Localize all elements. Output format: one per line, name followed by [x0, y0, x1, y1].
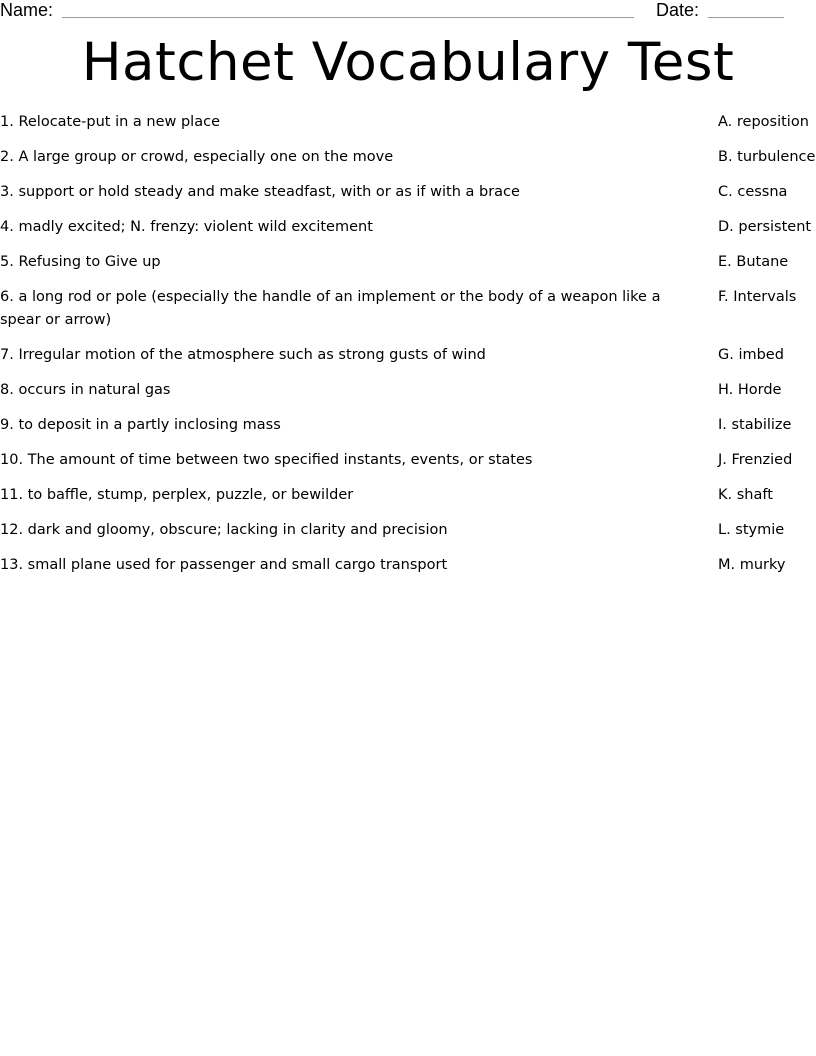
answer-choice: A. reposition: [718, 114, 809, 130]
definition-text: 11. to baffle, stump, perplex, puzzle, or bewilder: [0, 487, 354, 503]
answer-choice: J. Frenzied: [718, 452, 793, 468]
answer-choice: E. Butane: [718, 254, 789, 270]
question-row: [0, 251, 816, 274]
definition-text: 6. a long rod or pole (especially the handle of an implement or the body of a weapon like a spear or arrow): [0, 289, 661, 328]
answer-choice: D. persistent: [718, 219, 812, 235]
answer-choice: G. imbed: [718, 347, 784, 363]
definition-text: 12. dark and gloomy, obscure; lacking in clarity and precision: [0, 522, 448, 538]
question-row: [0, 286, 816, 332]
answer-choice: B. turbulence: [718, 149, 816, 165]
date-label: Date:: [656, 0, 700, 20]
question-row: [0, 344, 816, 367]
definition-text: 9. to deposit in a partly inclosing mass: [0, 417, 281, 433]
question-row: [0, 111, 816, 134]
answer-choice: F. Intervals: [718, 289, 797, 305]
header: [0, 0, 816, 22]
answer-choice: K. shaft: [718, 487, 773, 503]
answer-choice: M. murky: [718, 557, 786, 573]
answer-choice: I. stabilize: [718, 417, 792, 433]
definition-text: 13. small plane used for passenger and small cargo transport: [0, 557, 448, 573]
question-row: [0, 519, 816, 542]
question-row: [0, 146, 816, 169]
question-row: [0, 379, 816, 402]
question-row: [0, 554, 816, 577]
question-row: [0, 449, 816, 472]
name-label: Name:: [0, 0, 54, 20]
name-line[interactable]: [62, 17, 634, 18]
question-row: [0, 181, 816, 204]
page-title: Hatchet Vocabulary Test: [81, 32, 735, 93]
definition-text: 5. Refusing to Give up: [0, 254, 161, 270]
question-row: [0, 414, 816, 437]
question-row: [0, 484, 816, 507]
definition-text: 2. A large group or crowd, especially one on the move: [0, 149, 394, 165]
definition-text: 4. madly excited; N. frenzy: violent wild excitement: [0, 219, 373, 235]
question-list: [0, 111, 816, 589]
definition-text: 3. support or hold steady and make steadfast, with or as if with a brace: [0, 184, 520, 200]
answer-choice: L. stymie: [718, 522, 785, 538]
date-line[interactable]: [708, 17, 784, 18]
answer-choice: H. Horde: [718, 382, 782, 398]
definition-text: 8. occurs in natural gas: [0, 382, 171, 398]
question-row: [0, 216, 816, 239]
definition-text: 7. Irregular motion of the atmosphere such as strong gusts of wind: [0, 347, 486, 363]
definition-text: 1. Relocate-put in a new place: [0, 114, 220, 130]
answer-choice: C. cessna: [718, 184, 788, 200]
definition-text: 10. The amount of time between two specified instants, events, or states: [0, 452, 533, 468]
